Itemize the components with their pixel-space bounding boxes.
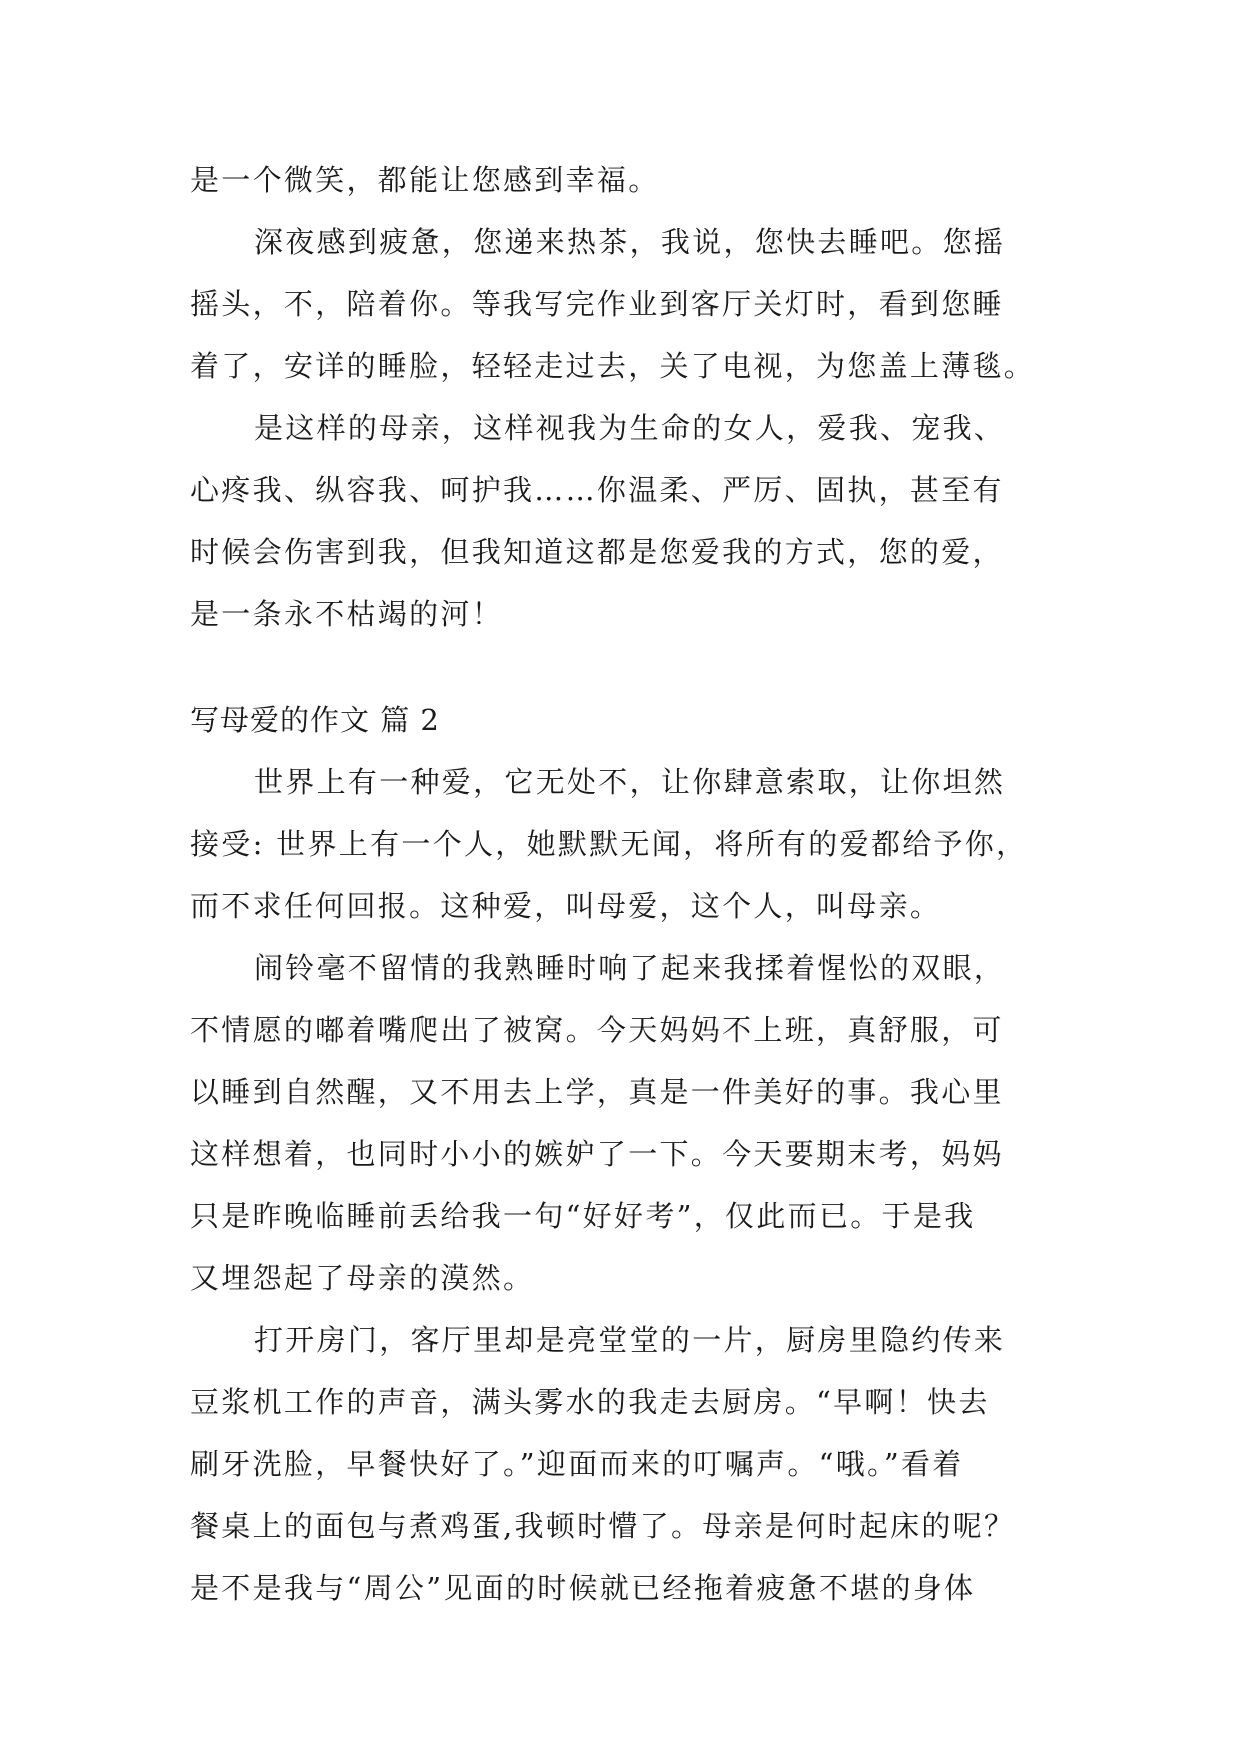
text-line: 是不是我与“周公”见面的时候就已经拖着疲惫不堪的身体 [190, 1571, 976, 1605]
text-line: 是一条永不枯竭的河！ [190, 597, 504, 631]
text-line: 心疼我、纵容我、呵护我……你温柔、严厉、固执，甚至有 [190, 473, 1004, 507]
text-line: 这样想着，也同时小小的嫉妒了一下。今天要期末考，妈妈 [190, 1137, 1004, 1171]
text-line: 着了，安详的睡脸，轻轻走过去，关了电视，为您盖上薄毯。 [190, 349, 1036, 383]
text-line: 接受: 世界上有一个人，她默默无闻，将所有的爱都给予你， [190, 827, 1028, 861]
text-line: 时候会伤害到我，但我知道这都是您爱我的方式，您的爱， [190, 535, 1004, 569]
essay-heading: 写母爱的作文 篇 2 [190, 703, 440, 737]
text-line: 不情愿的嘟着嘴爬出了被窝。今天妈妈不上班，真舒服，可 [190, 1013, 1004, 1047]
text-line: 而不求任何回报。这种爱，叫母爱，这个人，叫母亲。 [190, 889, 942, 923]
text-line: 又埋怨起了母亲的漠然。 [190, 1261, 535, 1295]
paragraph-first-line: 世界上有一种爱，它无处不，让你肆意索取，让你坦然 [254, 765, 1006, 799]
text-line: 餐桌上的面包与煮鸡蛋,我顿时懵了。母亲是何时起床的呢？ [190, 1509, 1016, 1543]
text-line: 豆浆机工作的声音，满头雾水的我走去厨房。“早啊！快去 [190, 1385, 990, 1419]
text-line: 刷牙洗脸，早餐快好了。”迎面而来的叮嘱声。“哦。”看着 [190, 1447, 964, 1481]
text-line: 只是昨晚临睡前丢给我一句“好好考”，仅此而已。于是我 [190, 1199, 976, 1233]
paragraph-first-line: 打开房门，客厅里却是亮堂堂的一片，厨房里隐约传来 [254, 1323, 1006, 1357]
paragraph-first-line: 闹铃毫不留情的我熟睡时响了起来我揉着惺忪的双眼， [254, 951, 1006, 985]
paragraph-first-line: 深夜感到疲惫，您递来热茶，我说，您快去睡吧。您摇 [254, 225, 1006, 259]
text-line: 摇头，不，陪着你。等我写完作业到客厅关灯时，看到您睡 [190, 287, 1004, 321]
text-line: 是一个微笑，都能让您感到幸福。 [190, 163, 660, 197]
text-line: 以睡到自然醒，又不用去上学，真是一件美好的事。我心里 [190, 1075, 1004, 1109]
paragraph-first-line: 是这样的母亲，这样视我为生命的女人，爱我、宠我、 [254, 411, 1006, 445]
